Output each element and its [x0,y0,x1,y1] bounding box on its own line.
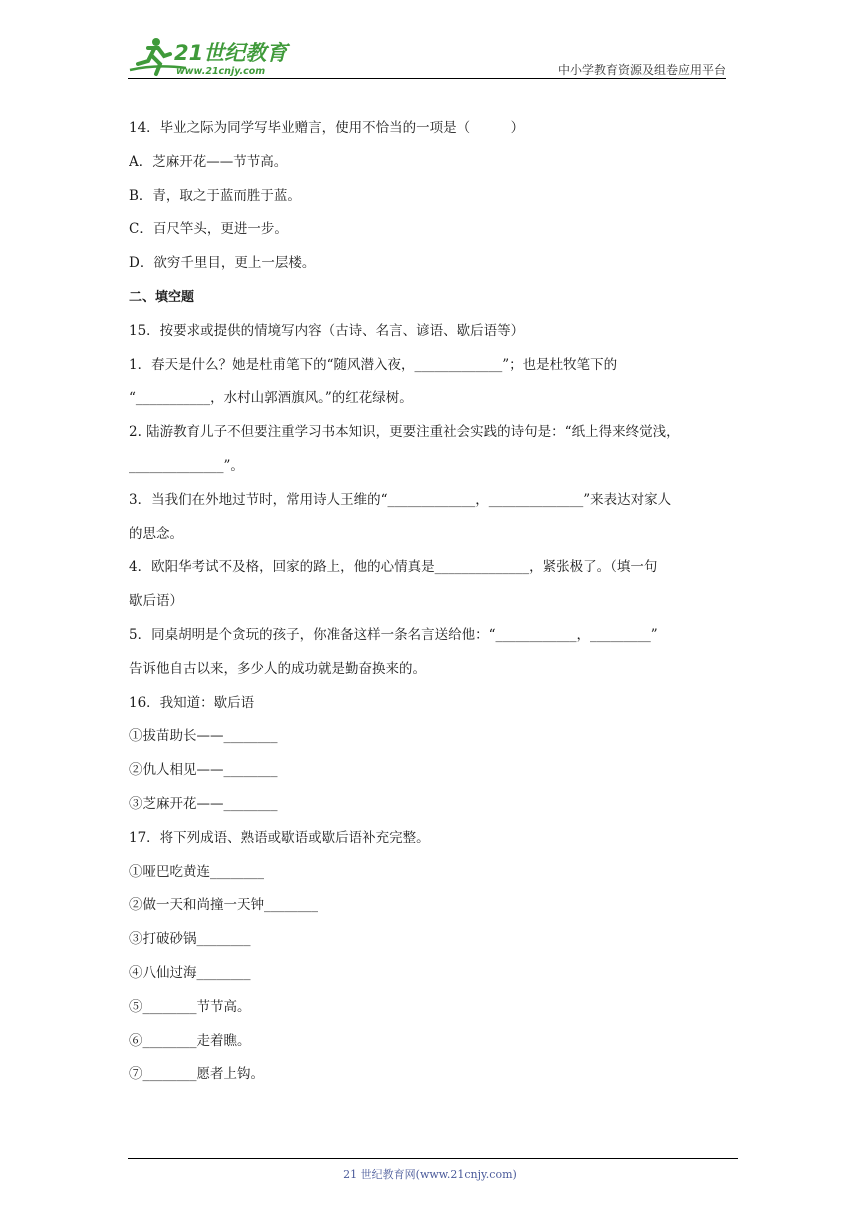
option-d: D．欲穷千里目，更上一层楼。 [129,255,316,272]
page-header [126,30,726,80]
section-heading-fill-in: 二、填空题 [129,289,195,305]
logo-text: 21世纪教育 [174,41,288,65]
footer-text: 21 世纪教育网(www.21cnjy.com) [343,1168,517,1181]
header-divider [128,78,726,79]
question-16-item-3: ③芝麻开花——________ [129,795,278,812]
footer-divider [128,1158,738,1159]
question-15-stem: 15．按要求或提供的情境写内容（古诗、名言、谚语、歇后语等） [129,322,525,339]
logo-url-text: www.21cnjy.com [176,66,266,77]
question-16-item-1: ①拔苗助长——________ [129,728,278,745]
question-15-item-3: 3．当我们在外地过节时，常用诗人王维的“_____________，______________”来表达对家人 [129,491,672,508]
question-17-item-5: ⑤________节节高。 [129,998,251,1015]
site-logo [126,34,296,78]
question-15-item-2: 2. 陆游教育儿子不但要注重学习书本知识，更要注重社会实践的诗句是：“纸上得来终觉浅， [129,424,680,441]
question-17-item-1: ①哑巴吃黄连________ [129,863,264,880]
question-17-item-3: ③打破砂锅________ [129,931,251,948]
option-c: C．百尺竿头，更进一步。 [129,221,288,238]
question-15-item-5-cont: 告诉他自古以来，多少人的成功就是勤奋换来的。 [129,660,426,677]
question-17-item-7: ⑦________愿者上钩。 [129,1066,264,1083]
site-name: 中小学教育资源及组卷应用平台 [557,63,726,77]
question-17-item-4: ④八仙过海________ [129,964,251,981]
option-b: B．青，取之于蓝而胜于蓝。 [129,187,301,204]
question-17-stem: 17．将下列成语、熟语或歇语或歇后语补充完整。 [129,829,430,846]
question-15-item-2-cont: ______________”。 [129,457,244,474]
question-15-item-5: 5．同桌胡明是个贪玩的孩子，你准备这样一条名言送给他：“____________，_________” [129,626,658,643]
question-15-item-4-cont: 歇后语） [129,593,183,610]
question-content [129,112,735,1092]
question-16-item-2: ②仇人相见——________ [129,762,278,779]
question-15-item-1: 1．春天是什么？她是杜甫笔下的“随风潜入夜，_____________”；也是杜牧笔下的 [129,356,618,373]
question-14-stem: 14．毕业之际为同学写毕业赠言，使用不恰当的一项是（ ） [129,120,525,136]
option-a: A．芝麻开花——节节高。 [129,153,288,170]
question-16-stem: 16．我知道：歇后语 [129,694,255,711]
question-15-item-3-cont: 的思念。 [129,525,183,542]
question-15-item-4: 4．欧阳华考试不及格，回家的路上，他的心情真是______________，紧张极了。（填一句 [129,559,658,576]
question-17-item-2: ②做一天和尚撞一天钟________ [129,897,318,914]
question-17-item-6: ⑥________走着瞧。 [129,1032,251,1049]
question-15-item-1-cont: “___________，水村山郭酒旗风。”的红花绿树。 [129,390,413,407]
